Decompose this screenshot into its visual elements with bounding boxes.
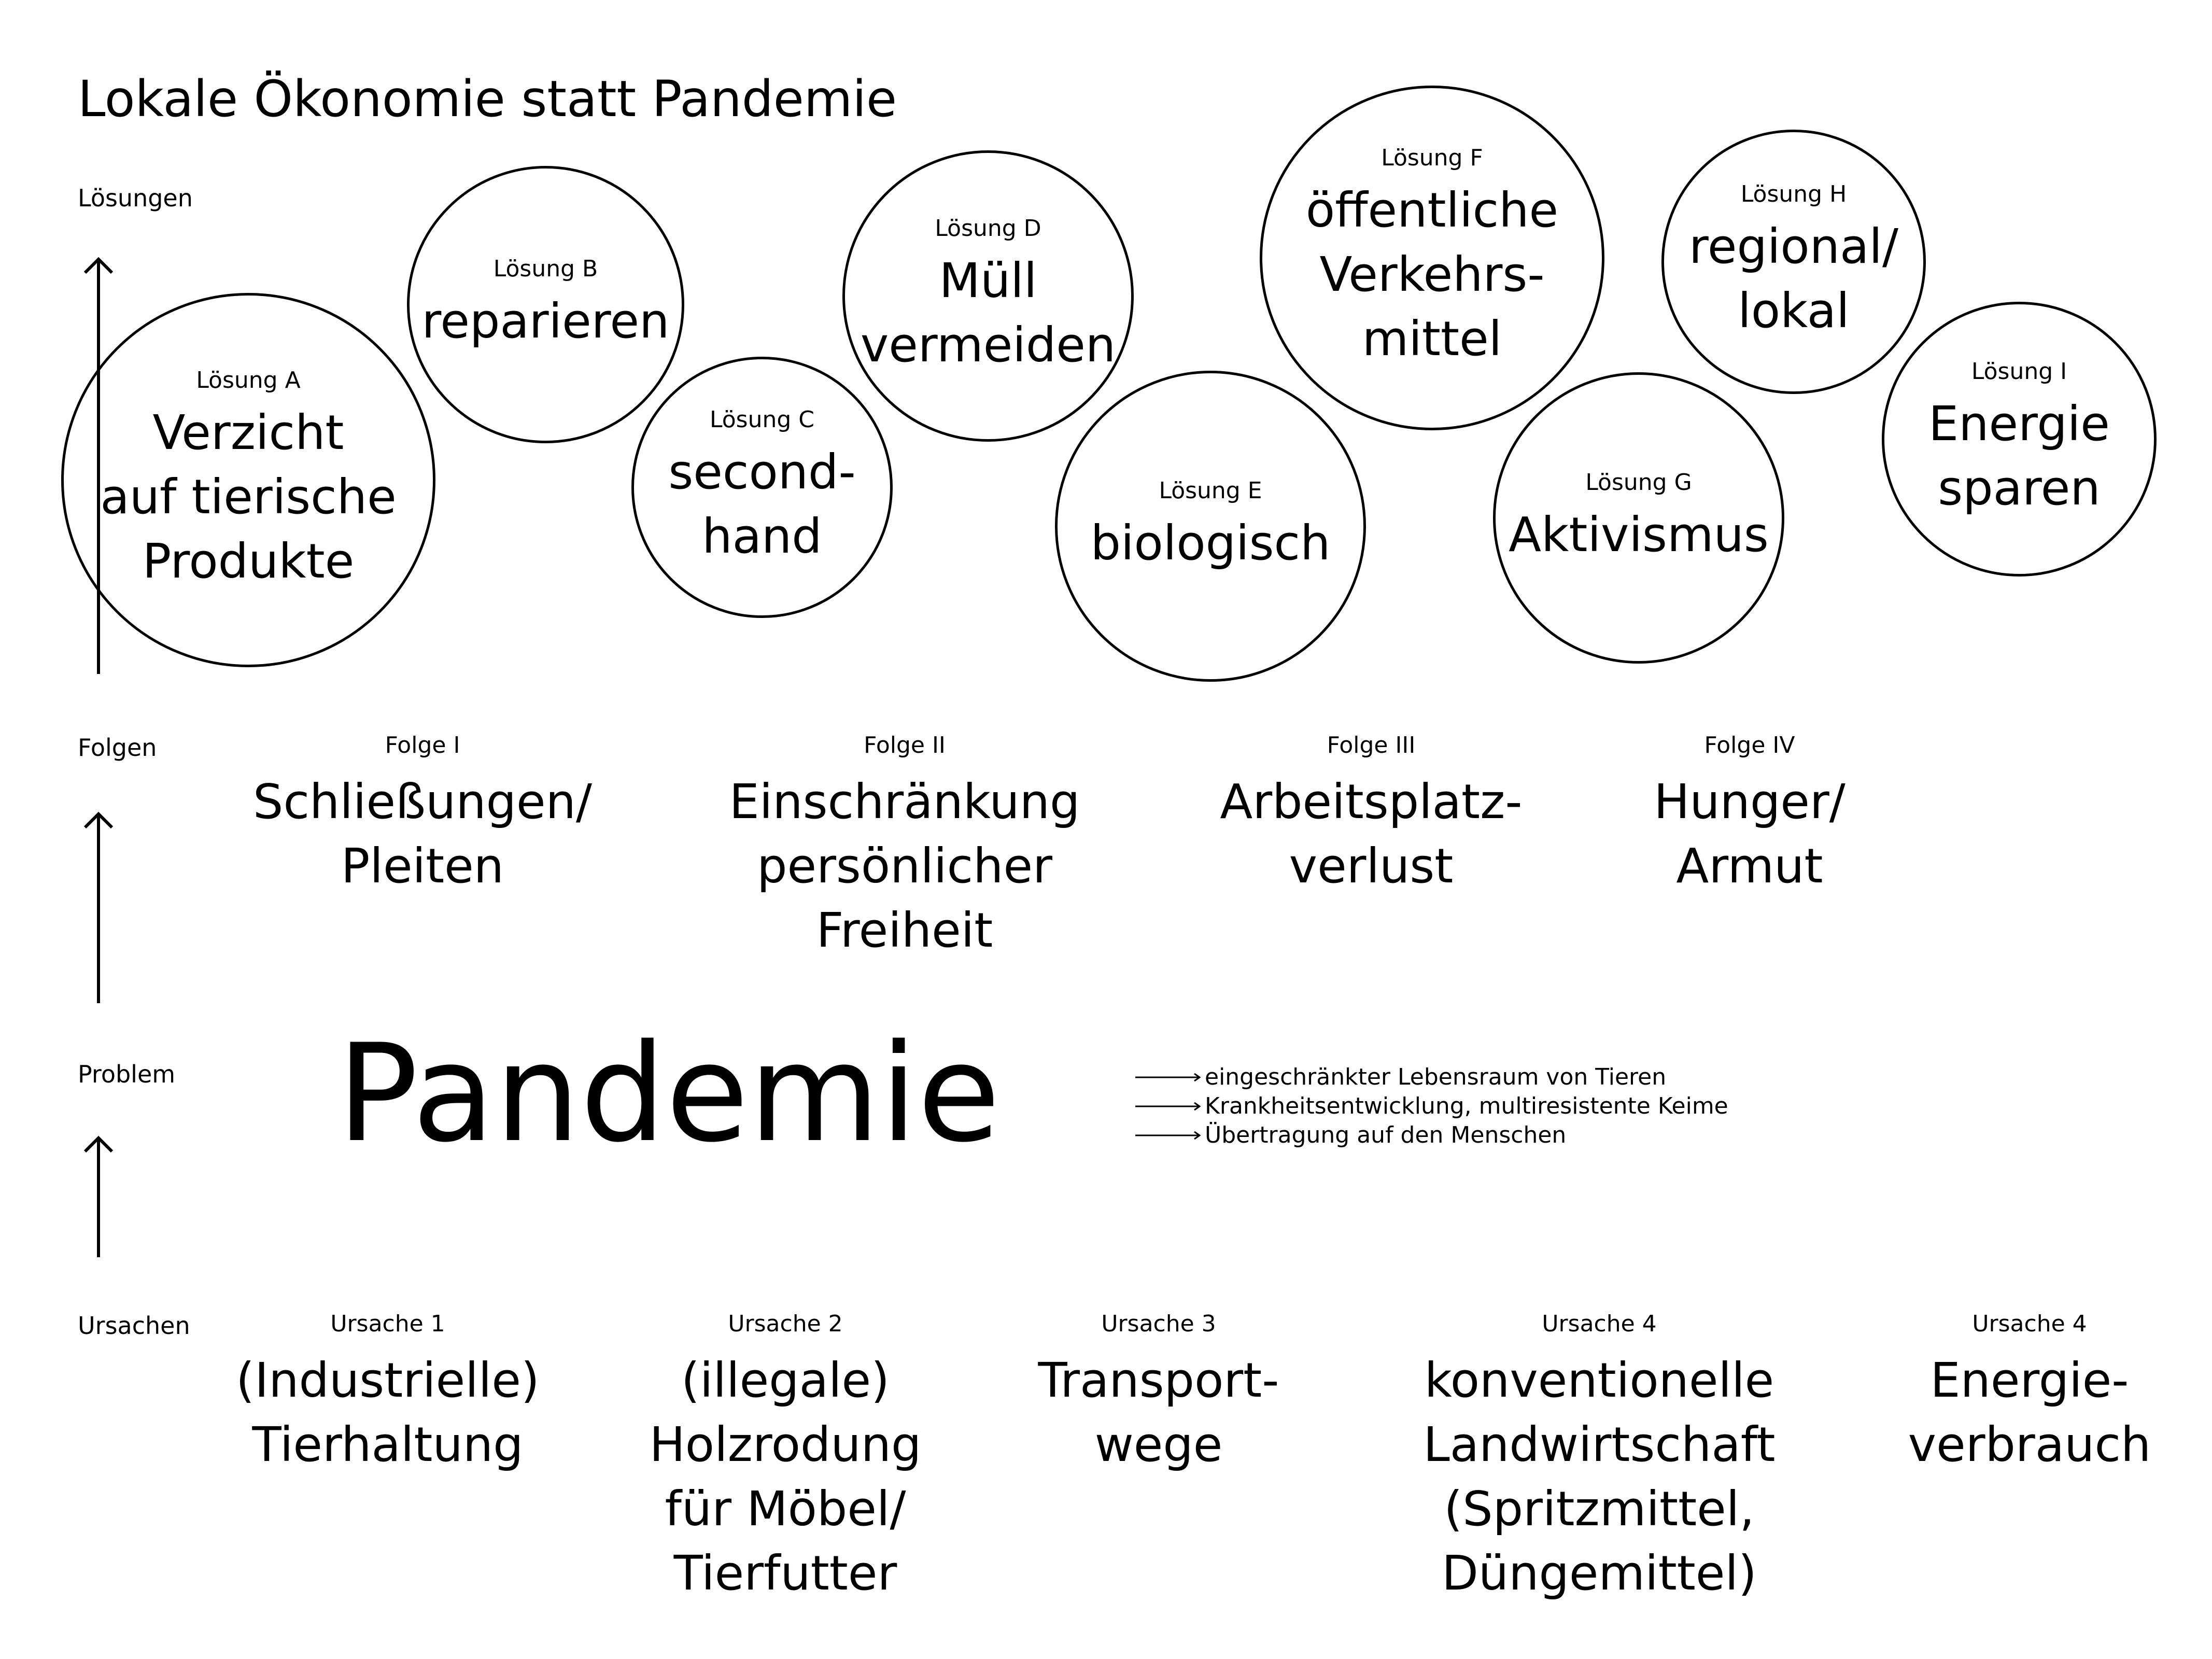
cause-text: Energie- verbrauch (1908, 1353, 2151, 1472)
cause-text: (illegale) Holzrodung für Möbel/ Tierfutter (649, 1353, 922, 1601)
arrow-to-problem (85, 1138, 112, 1257)
row-label-consequences: Folgen (78, 734, 157, 762)
consequence-text: Einschränkung persönlicher Freiheit (729, 774, 1080, 958)
solution-text: biologisch (1090, 515, 1331, 571)
consequence-2 (729, 732, 1080, 963)
solution-label: Lösung D (935, 215, 1041, 242)
solution-text: Aktivismus (1509, 507, 1769, 563)
cause-label: Ursache 4 (1542, 1311, 1657, 1337)
consequence-text: Schließungen/ Pleiten (253, 774, 592, 894)
cause-label: Ursache 3 (1101, 1311, 1216, 1337)
consequence-label: Folge III (1327, 732, 1416, 758)
effect-text: Übertragung auf den Menschen (1205, 1122, 1567, 1148)
solution-circle-f (1260, 86, 1604, 430)
solution-text: second- hand (668, 444, 856, 564)
effect-item (1135, 1063, 1728, 1092)
arrow-right-icon (1135, 1101, 1203, 1112)
solution-circle-i (1882, 302, 2157, 577)
consequence-3 (1220, 732, 1522, 898)
arrow-right-icon (1135, 1130, 1203, 1141)
solution-text: Verzicht auf tierische Produkte (100, 404, 397, 589)
cause-label: Ursache 2 (728, 1311, 843, 1337)
cause-label: Ursache 4 (1972, 1311, 2087, 1337)
cause-2 (650, 1311, 922, 1606)
cause-text: Transport- wege (1038, 1353, 1279, 1472)
solution-label: Lösung B (493, 256, 598, 282)
cause-1 (236, 1311, 540, 1477)
row-label-solutions: Lösungen (78, 184, 193, 212)
solution-circle-g (1493, 372, 1784, 664)
arrow-right-icon (1135, 1072, 1203, 1082)
cause-label: Ursache 1 (330, 1311, 445, 1337)
solution-circle-d (842, 150, 1134, 442)
solution-text: öffentliche Verkehrs- mittel (1305, 182, 1559, 367)
row-label-problem: Problem (78, 1060, 176, 1088)
row-label-causes: Ursachen (78, 1312, 190, 1340)
effect-item (1135, 1121, 1728, 1150)
consequence-label: Folge IV (1704, 732, 1795, 758)
solution-circle-b (407, 166, 684, 443)
solution-text: regional/ lokal (1689, 218, 1898, 339)
consequence-text: Hunger/ Armut (1654, 774, 1845, 894)
problem-text: Pandemie (337, 1016, 1001, 1172)
cause-4 (1423, 1311, 1775, 1606)
consequence-4 (1654, 732, 1845, 898)
consequence-1 (253, 732, 592, 898)
solution-text: Müll vermeiden (860, 252, 1116, 373)
consequence-text: Arbeitsplatz- verlust (1220, 774, 1523, 894)
consequence-label: Folge II (864, 732, 946, 758)
effect-text: eingeschränkter Lebensraum von Tieren (1205, 1064, 1667, 1090)
solution-circle-e (1055, 371, 1366, 682)
solution-label: Lösung I (1971, 358, 2067, 385)
solution-circle-h (1661, 130, 1926, 394)
solution-circle-c (631, 357, 893, 618)
solution-label: Lösung C (710, 406, 814, 433)
effect-text: Krankheitsentwicklung, multiresistente Keime (1205, 1093, 1728, 1119)
solution-text: Energie sparen (1928, 396, 2110, 516)
diagram-title: Lokale Ökonomie statt Pandemie (78, 70, 897, 128)
problem-effects (1135, 1063, 1728, 1150)
cause-5 (1908, 1311, 2151, 1477)
solution-label: Lösung H (1740, 180, 1847, 207)
consequence-label: Folge I (385, 732, 460, 758)
solution-label: Lösung E (1159, 477, 1262, 504)
solution-circle-a (61, 293, 435, 667)
solution-label: Lösung F (1381, 145, 1483, 171)
solution-label: Lösung G (1585, 469, 1692, 496)
cause-text: (Industrielle) Tierhaltung (236, 1353, 540, 1472)
effect-item (1135, 1092, 1728, 1121)
solution-label: Lösung A (196, 367, 301, 393)
arrow-to-consequences (85, 814, 112, 1003)
solution-text: reparieren (421, 293, 670, 349)
cause-text: konventionelle Landwirtschaft (Spritzmittel, Düngemittel) (1423, 1353, 1776, 1601)
cause-3 (1038, 1311, 1279, 1477)
